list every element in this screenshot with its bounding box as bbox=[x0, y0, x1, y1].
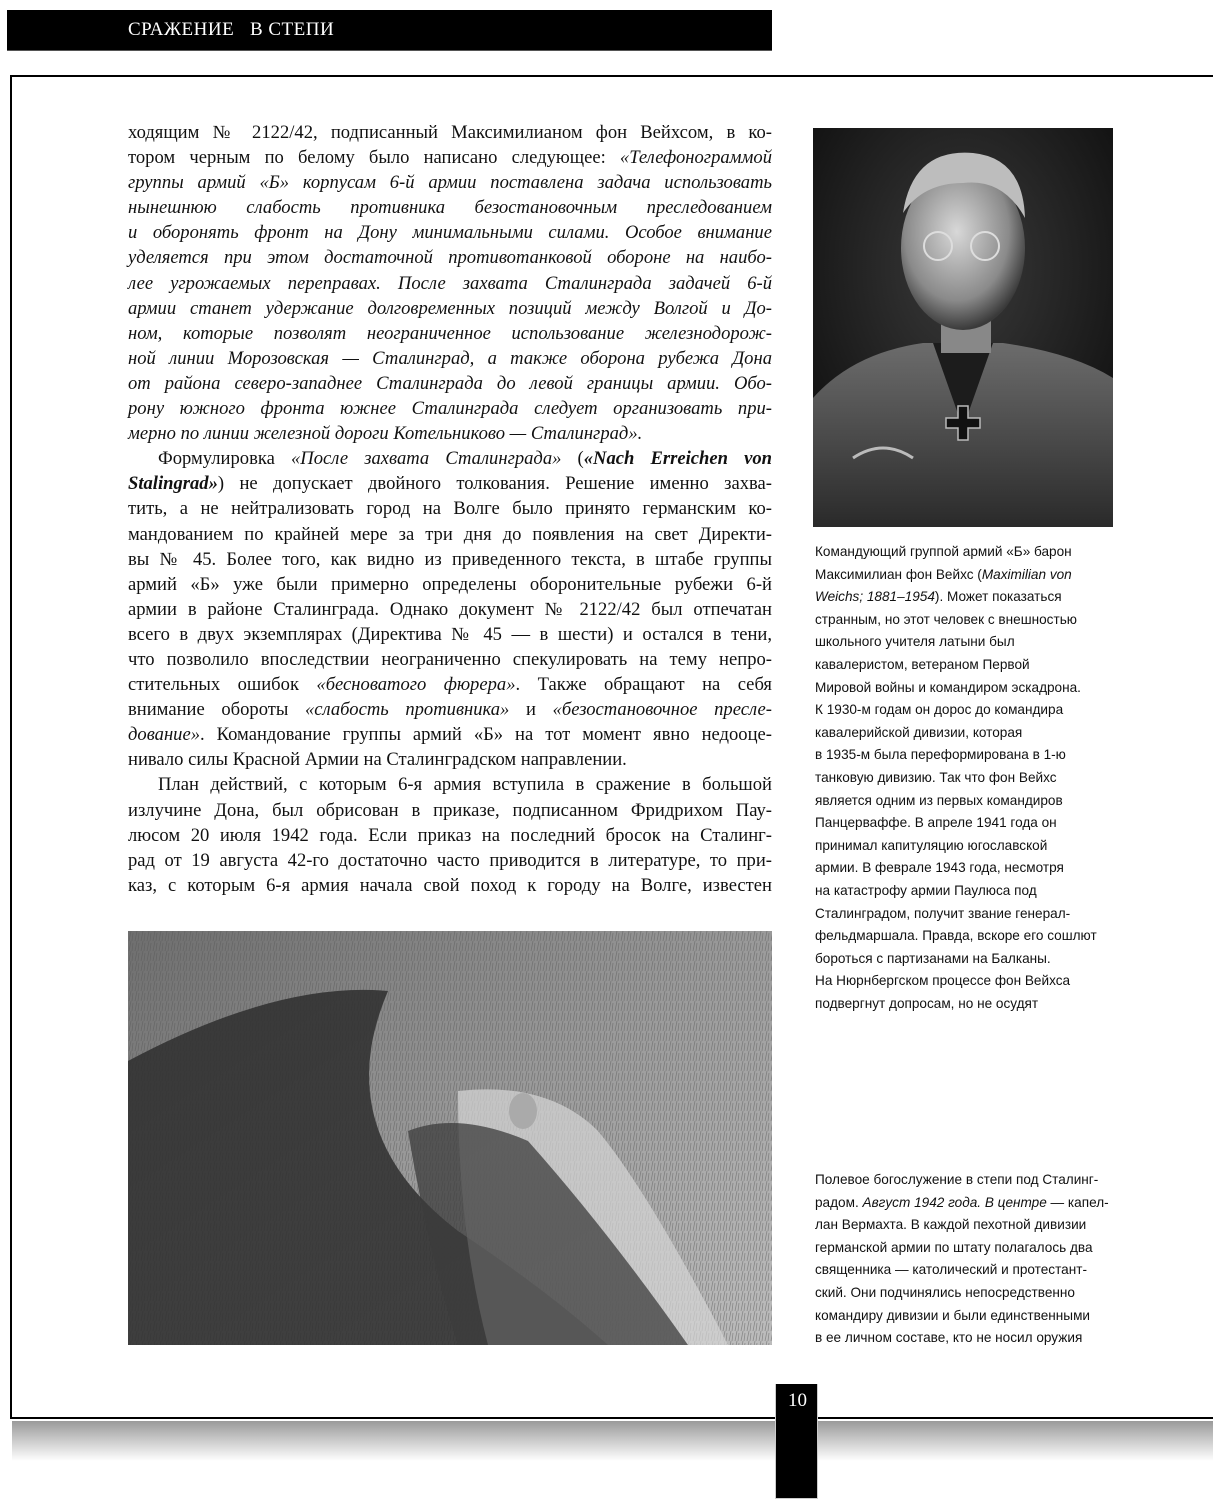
text-segment: фельдмаршала. Правда, вскоре его сошлют bbox=[815, 928, 1097, 944]
field-service-photo bbox=[128, 931, 772, 1345]
text-line bbox=[128, 547, 772, 572]
text-line bbox=[128, 120, 772, 145]
text-segment: Формулировка bbox=[158, 448, 291, 470]
text-segment: принимал капитуляцию югославской bbox=[815, 837, 1048, 853]
text-segment: танковую дивизию. Так что фон Вейхс bbox=[815, 769, 1057, 785]
text-segment: люсом 20 июля 1942 года. Если приказ на последний бросок на Сталинг- bbox=[128, 824, 772, 846]
text-line bbox=[128, 672, 772, 697]
text-segment: лан Вермахта. В каждой пехотной дивизии bbox=[815, 1217, 1087, 1233]
text-segment: ский. Они подчинялись непосредственно bbox=[815, 1284, 1075, 1300]
emphasis-text: Weichs; 1881–1954 bbox=[815, 589, 935, 605]
text-segment: стительных ошибок bbox=[128, 674, 317, 696]
text-segment: каз, с которым 6-я армия начала свой поход к городу на Волге, известен bbox=[128, 874, 772, 896]
text-segment: нивало силы Красной Армии на Сталинградском направлении. bbox=[128, 749, 627, 771]
text-line bbox=[128, 145, 772, 170]
text-line bbox=[128, 245, 772, 270]
emphasis-text: мерно по линии железной дороги Котельниково — Сталинград». bbox=[128, 423, 643, 445]
text-segment: рад от 19 августа 42-го достаточно часто приводится в литературе, то при- bbox=[128, 849, 772, 871]
text-segment: тором черным по белому было написано следующее: bbox=[128, 147, 620, 169]
text-line bbox=[815, 609, 1115, 632]
text-line bbox=[128, 346, 772, 371]
text-segment: священника — католический и протестант- bbox=[815, 1262, 1087, 1278]
text-line bbox=[128, 747, 772, 772]
text-line bbox=[128, 371, 772, 396]
body-text bbox=[128, 120, 772, 898]
text-line bbox=[815, 564, 1115, 587]
text-line bbox=[815, 1259, 1115, 1282]
text-segment: мандованием по крайней мере за три дня до появления на свет Директи- bbox=[128, 523, 772, 545]
text-line bbox=[815, 654, 1115, 677]
text-segment: и bbox=[509, 699, 553, 721]
emphasis-text: «Nach Erreichen von bbox=[583, 448, 772, 470]
text-line bbox=[128, 873, 772, 898]
text-line bbox=[128, 697, 772, 722]
text-line bbox=[815, 1327, 1115, 1350]
text-line bbox=[815, 993, 1115, 1016]
emphasis-text: «слабость противника» bbox=[304, 699, 510, 721]
text-segment: всего в двух экземплярах (Директива № 45 — в шести) и остался в тени, bbox=[128, 623, 772, 645]
text-line bbox=[815, 586, 1115, 609]
emphasis-text: Stalingrad» bbox=[128, 473, 218, 495]
text-line bbox=[128, 848, 772, 873]
text-line bbox=[815, 677, 1115, 700]
chapter-title: СРАЖЕНИЕ В СТЕПИ bbox=[128, 19, 335, 40]
page-number-tab bbox=[775, 1384, 818, 1499]
text-segment: на катастрофу армии Паулюса под bbox=[815, 882, 1037, 898]
text-segment: германской армии по штату полагалось два bbox=[815, 1239, 1093, 1255]
text-line bbox=[128, 798, 772, 823]
emphasis-text: «Телефонограммой bbox=[619, 147, 772, 169]
text-segment: ) не допускает двойного толкования. Решение именно захва- bbox=[217, 473, 772, 495]
text-line bbox=[128, 321, 772, 346]
text-line bbox=[815, 1305, 1115, 1328]
text-segment: На Нюрнбергском процессе фон Вейхса bbox=[815, 973, 1071, 989]
text-line bbox=[128, 471, 772, 496]
emphasis-text: нынешнюю слабость противника безостановочным преследованием bbox=[128, 197, 772, 219]
emphasis-text: лее угрожаемых переправах. После захвата Сталинграда задачей 6-й bbox=[128, 272, 772, 294]
text-line bbox=[128, 195, 772, 220]
text-segment: . Командование группы армий «Б» на тот момент явно недооце- bbox=[200, 724, 772, 746]
text-line bbox=[815, 631, 1115, 654]
text-segment: кавалеристом, ветераном Первой bbox=[815, 656, 1030, 672]
text-line bbox=[128, 170, 772, 195]
text-line bbox=[815, 1282, 1115, 1305]
page-shadow bbox=[12, 1421, 1213, 1461]
text-segment: План действий, с которым 6-я армия вступила в сражение в большой bbox=[158, 774, 772, 796]
text-line bbox=[128, 597, 772, 622]
text-segment: ходящим № 2122/42, подписанный Максимилианом фон Вейхсом, в ко- bbox=[128, 122, 772, 143]
emphasis-text: Август 1942 года. В центре bbox=[862, 1194, 1047, 1210]
emphasis-text: ной линии Морозовская — Сталинград, а также оборона рубежа Дона bbox=[128, 347, 772, 369]
text-segment: армии. В феврале 1943 года, несмотря bbox=[815, 860, 1064, 876]
text-line bbox=[128, 271, 772, 296]
text-line bbox=[815, 880, 1115, 903]
text-segment: кавалерийской дивизии, которая bbox=[815, 724, 1023, 740]
text-line bbox=[815, 790, 1115, 813]
text-segment: командиру дивизии и были единственными bbox=[815, 1307, 1091, 1323]
text-segment: тить, а не нейтрализовать город на Волге было принято германским ко- bbox=[128, 498, 772, 520]
emphasis-text: от района северо-западнее Сталинграда до левой границы армии. Обо- bbox=[128, 372, 772, 394]
text-segment: излучине Дона, был обрисован в приказе, подписанном Фридрихом Пау- bbox=[128, 799, 772, 821]
text-segment: Мировой войны и командиром эскадрона. bbox=[815, 679, 1081, 695]
text-segment: . Также обращают на себя bbox=[515, 674, 772, 696]
text-segment: является одним из первых командиров bbox=[815, 792, 1063, 808]
text-line bbox=[128, 296, 772, 321]
text-line bbox=[815, 722, 1115, 745]
emphasis-text: «бесноватого фюрера» bbox=[316, 674, 516, 696]
text-line bbox=[815, 857, 1115, 880]
page-number: 10 bbox=[788, 1390, 807, 1411]
text-line bbox=[128, 421, 772, 446]
text-line bbox=[815, 541, 1115, 564]
emphasis-text: «После захвата Сталинграда» bbox=[290, 448, 562, 470]
text-segment: радом. bbox=[815, 1194, 863, 1210]
emphasis-text: группы армий «Б» корпусам 6-й армии поставлена задача использовать bbox=[128, 172, 772, 194]
text-line bbox=[128, 220, 772, 245]
text-line bbox=[128, 446, 772, 471]
text-segment: К 1930-м годам он дорос до командира bbox=[815, 702, 1064, 718]
text-line bbox=[128, 772, 772, 797]
text-segment: школьного учителя латыни был bbox=[815, 634, 1015, 650]
emphasis-text: Maximilian von bbox=[981, 566, 1072, 582]
text-segment: ( bbox=[561, 448, 584, 470]
text-line bbox=[815, 744, 1115, 767]
emphasis-text: ном, которые позволят неограниченное использование железнодорож- bbox=[128, 322, 772, 344]
text-line bbox=[815, 1169, 1115, 1192]
text-segment: в 1935-м была переформирована в 1-ю bbox=[815, 747, 1066, 763]
text-line bbox=[128, 647, 772, 672]
text-segment: ). Может показаться bbox=[934, 589, 1062, 605]
text-segment: что позволило впоследствии неограниченно спекулировать на тему непро- bbox=[128, 648, 772, 670]
text-line bbox=[128, 622, 772, 647]
text-segment: вы № 45. Более того, как видно из приведенного текста, в штабе группы bbox=[128, 548, 772, 570]
text-line bbox=[128, 522, 772, 547]
text-segment: бороться с партизанами на Балканы. bbox=[815, 950, 1051, 966]
text-line bbox=[128, 396, 772, 421]
text-segment: армии в районе Сталинграда. Однако документ № 2122/42 был отпечатан bbox=[128, 598, 772, 620]
field-service-caption bbox=[815, 1169, 1115, 1350]
text-line bbox=[128, 722, 772, 747]
emphasis-text: армии станет удержание долговременных позиций между Волгой и До- bbox=[128, 297, 772, 319]
emphasis-text: «безостановочное пресле- bbox=[552, 699, 773, 721]
text-line bbox=[815, 835, 1115, 858]
text-line bbox=[815, 903, 1115, 926]
emphasis-text: уделяется при этом достаточной противотанковой обороне на наибо- bbox=[128, 247, 772, 269]
text-line bbox=[815, 970, 1115, 993]
text-line bbox=[815, 1214, 1115, 1237]
portrait-caption bbox=[815, 541, 1115, 1015]
emphasis-text: и оборонять фронт на Дону минимальными силами. Особое внимание bbox=[128, 222, 772, 244]
text-line bbox=[815, 925, 1115, 948]
emphasis-text: рону южного фронта южнее Сталинграда следует организовать при- bbox=[128, 398, 772, 420]
text-line bbox=[128, 572, 772, 597]
text-segment: Сталинградом, получит звание генерал- bbox=[815, 905, 1071, 921]
text-segment: в ее личном составе, кто не носил оружия bbox=[815, 1330, 1083, 1346]
text-segment: Командующий группой армий «Б» барон bbox=[815, 544, 1072, 559]
text-segment: Максимилиан фон Вейхс ( bbox=[815, 566, 982, 582]
text-segment: внимание обороты bbox=[128, 699, 305, 721]
text-segment: — капел- bbox=[1046, 1194, 1109, 1210]
emphasis-text: дование» bbox=[128, 724, 201, 746]
text-segment: Панцерваффе. В апреле 1941 года он bbox=[815, 815, 1057, 831]
text-line bbox=[815, 699, 1115, 722]
text-line bbox=[815, 767, 1115, 790]
text-line bbox=[128, 496, 772, 521]
text-segment: подвергнут допросам, но не осудят bbox=[815, 995, 1039, 1011]
text-segment: Полевое богослужение в степи под Сталинг- bbox=[815, 1172, 1099, 1187]
portrait-photo-von-weichs bbox=[813, 128, 1113, 527]
running-header bbox=[7, 10, 772, 51]
text-segment: армий «Б» уже были примерно определены оборонительные рубежи 6-й bbox=[128, 573, 772, 595]
text-line bbox=[815, 812, 1115, 835]
text-line bbox=[815, 948, 1115, 971]
text-segment: странным, но этот человек с внешностью bbox=[815, 611, 1077, 627]
text-line bbox=[815, 1237, 1115, 1260]
text-line bbox=[128, 823, 772, 848]
text-line bbox=[815, 1192, 1115, 1215]
